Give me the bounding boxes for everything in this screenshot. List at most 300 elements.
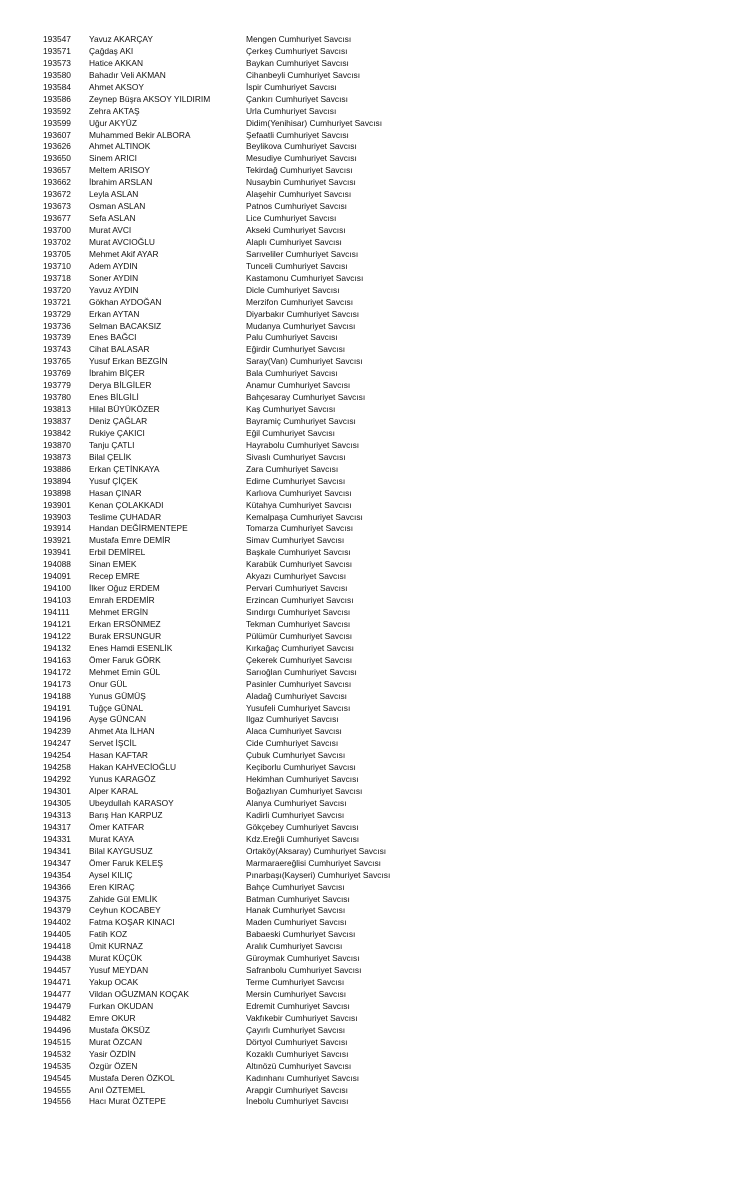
person-name: Furkan OKUDAN bbox=[89, 1000, 154, 1011]
person-name: Mustafa ÖKSÜZ bbox=[89, 1024, 150, 1035]
record-id: 194471 bbox=[43, 977, 71, 988]
list-row bbox=[0, 512, 746, 524]
record-id: 193584 bbox=[43, 81, 71, 92]
appointment-title: Çekerek Cumhuriyet Savcısı bbox=[246, 654, 353, 665]
list-row bbox=[0, 452, 746, 464]
list-row bbox=[0, 297, 746, 309]
appointment-title: Başkale Cumhuriyet Savcısı bbox=[246, 547, 351, 558]
appointment-title: Kaş Cumhuriyet Savcısı bbox=[246, 404, 336, 415]
appointment-title: Cihanbeyli Cumhuriyet Savcısı bbox=[246, 69, 361, 80]
appointment-title: Sarıveliler Cumhuriyet Savcısı bbox=[246, 248, 359, 259]
person-name: Murat ÖZCAN bbox=[89, 1036, 143, 1047]
person-name: Teslime ÇUHADAR bbox=[89, 511, 162, 522]
list-row bbox=[0, 118, 746, 130]
person-name: Ömer KATFAR bbox=[89, 821, 145, 832]
person-name: Ömer Faruk GÖRK bbox=[89, 654, 161, 665]
person-name: Ömer Faruk KELEŞ bbox=[89, 857, 164, 868]
record-id: 194341 bbox=[43, 845, 71, 856]
list-row bbox=[0, 1061, 746, 1073]
person-name: Bilal ÇELİK bbox=[89, 451, 132, 462]
appointment-title: Diyarbakır Cumhuriyet Savcısı bbox=[246, 308, 360, 319]
appointment-title: Kırkağaç Cumhuriyet Savcısı bbox=[246, 642, 354, 653]
record-id: 193673 bbox=[43, 201, 71, 212]
appointment-list bbox=[0, 34, 746, 1108]
person-name: Hilal BÜYÜKÖZER bbox=[89, 404, 160, 415]
appointment-title: Sivaslı Cumhuriyet Savcısı bbox=[246, 451, 346, 462]
record-id: 193650 bbox=[43, 153, 71, 164]
list-row bbox=[0, 977, 746, 989]
list-row bbox=[0, 703, 746, 715]
appointment-title: Cide Cumhuriyet Savcısı bbox=[246, 738, 339, 749]
record-id: 194258 bbox=[43, 762, 71, 773]
appointment-title: Baykan Cumhuriyet Savcısı bbox=[246, 57, 349, 68]
appointment-title: Tomarza Cumhuriyet Savcısı bbox=[246, 523, 354, 534]
list-row bbox=[0, 691, 746, 703]
record-id: 193779 bbox=[43, 380, 71, 391]
list-row bbox=[0, 476, 746, 488]
person-name: Handan DEĞİRMENTEPE bbox=[89, 523, 188, 534]
record-id: 194496 bbox=[43, 1024, 71, 1035]
record-id: 194121 bbox=[43, 618, 71, 629]
list-row bbox=[0, 679, 746, 691]
appointment-title: Sarıoğlan Cumhuriyet Savcısı bbox=[246, 666, 357, 677]
record-id: 194173 bbox=[43, 678, 71, 689]
appointment-title: Boğazlıyan Cumhuriyet Savcısı bbox=[246, 786, 363, 797]
list-row bbox=[0, 738, 746, 750]
appointment-title: Ilgaz Cumhuriyet Savcısı bbox=[246, 714, 339, 725]
person-name: Ayşe GÜNCAN bbox=[89, 714, 147, 725]
person-name: Ubeydullah KARASOY bbox=[89, 798, 174, 808]
record-id: 194556 bbox=[43, 1096, 71, 1107]
appointment-title: Vakfıkebir Cumhuriyet Savcısı bbox=[246, 1012, 358, 1023]
record-id: 194172 bbox=[43, 666, 71, 677]
appointment-title: Mengen Cumhuriyet Savcısı bbox=[246, 34, 352, 44]
appointment-title: Bala Cumhuriyet Savcısı bbox=[246, 368, 338, 379]
appointment-title: Hanak Cumhuriyet Savcısı bbox=[246, 905, 346, 916]
appointment-title: Karlıova Cumhuriyet Savcısı bbox=[246, 487, 352, 498]
appointment-title: Çayırlı Cumhuriyet Savcısı bbox=[246, 1024, 346, 1035]
list-row bbox=[0, 201, 746, 213]
record-id: 193710 bbox=[43, 260, 71, 271]
person-name: Recep EMRE bbox=[89, 571, 140, 582]
record-id: 194305 bbox=[43, 798, 71, 808]
person-name: Tanju ÇATLI bbox=[89, 439, 135, 450]
list-row bbox=[0, 619, 746, 631]
person-name: Eren KIRAÇ bbox=[89, 881, 135, 892]
person-name: Fatih KOZ bbox=[89, 929, 128, 940]
person-name: İbrahim ARSLAN bbox=[89, 177, 153, 188]
list-row bbox=[0, 559, 746, 571]
appointment-title: Patnos Cumhuriyet Savcısı bbox=[246, 201, 348, 212]
record-id: 193677 bbox=[43, 213, 71, 224]
list-row bbox=[0, 929, 746, 941]
record-id: 193573 bbox=[43, 57, 71, 68]
list-row bbox=[0, 774, 746, 786]
person-name: Leyla ASLAN bbox=[89, 189, 139, 200]
record-id: 194366 bbox=[43, 881, 71, 892]
list-row bbox=[0, 894, 746, 906]
list-row bbox=[0, 882, 746, 894]
person-name: Adem AYDIN bbox=[89, 260, 138, 271]
list-row bbox=[0, 798, 746, 810]
appointment-title: Alaşehir Cumhuriyet Savcısı bbox=[246, 189, 352, 200]
record-id: 193729 bbox=[43, 308, 71, 319]
record-id: 194100 bbox=[43, 583, 71, 594]
list-row bbox=[0, 834, 746, 846]
list-row bbox=[0, 141, 746, 153]
list-row bbox=[0, 905, 746, 917]
list-row bbox=[0, 249, 746, 261]
record-id: 193837 bbox=[43, 416, 71, 426]
appointment-title: Akseki Cumhuriyet Savcısı bbox=[246, 225, 346, 235]
list-row bbox=[0, 356, 746, 368]
person-name: Yavuz AYDIN bbox=[89, 284, 139, 295]
record-id: 194239 bbox=[43, 726, 71, 737]
record-id: 194163 bbox=[43, 654, 71, 665]
list-row bbox=[0, 46, 746, 58]
person-name: Ahmet Ata İLHAN bbox=[89, 726, 155, 737]
appointment-title: Kozaklı Cumhuriyet Savcısı bbox=[246, 1048, 349, 1059]
list-row bbox=[0, 404, 746, 416]
appointment-title: Pasinler Cumhuriyet Savcısı bbox=[246, 678, 352, 689]
record-id: 193739 bbox=[43, 332, 71, 343]
record-id: 193743 bbox=[43, 344, 71, 355]
person-name: Ahmet AKSOY bbox=[89, 81, 144, 92]
appointment-title: Dicle Cumhuriyet Savcısı bbox=[246, 284, 340, 295]
appointment-title: Didim(Yenihisar) Cumhuriyet Savcısı bbox=[246, 117, 383, 128]
appointment-title: Babaeski Cumhuriyet Savcısı bbox=[246, 929, 356, 940]
list-row bbox=[0, 34, 746, 46]
list-row bbox=[0, 82, 746, 94]
appointment-title: Eğirdir Cumhuriyet Savcısı bbox=[246, 344, 346, 355]
appointment-title: Çankırı Cumhuriyet Savcısı bbox=[246, 93, 348, 104]
person-name: Vildan OĞUZMAN KOÇAK bbox=[89, 989, 189, 999]
record-id: 194545 bbox=[43, 1072, 71, 1083]
appointment-title: Sındırgı Cumhuriyet Savcısı bbox=[246, 607, 351, 617]
record-id: 193702 bbox=[43, 236, 71, 247]
list-row bbox=[0, 631, 746, 643]
record-id: 193813 bbox=[43, 404, 71, 415]
appointment-title: Beylikova Cumhuriyet Savcısı bbox=[246, 141, 357, 152]
appointment-title: Erzincan Cumhuriyet Savcısı bbox=[246, 595, 354, 606]
person-name: Ceyhun KOCABEY bbox=[89, 905, 161, 916]
list-row bbox=[0, 416, 746, 428]
list-row bbox=[0, 953, 746, 965]
person-name: Selman BACAKSIZ bbox=[89, 320, 162, 331]
record-id: 193607 bbox=[43, 129, 71, 140]
appointment-title: Ortaköy(Aksaray) Cumhuriyet Savcısı bbox=[246, 845, 387, 856]
appointment-title: Mudanya Cumhuriyet Savcısı bbox=[246, 320, 356, 331]
record-id: 193903 bbox=[43, 511, 71, 522]
appointment-title: Alaplı Cumhuriyet Savcısı bbox=[246, 236, 342, 247]
appointment-title: Tekirdağ Cumhuriyet Savcısı bbox=[246, 165, 353, 176]
appointment-title: Çubuk Cumhuriyet Savcısı bbox=[246, 750, 346, 761]
list-row bbox=[0, 368, 746, 380]
record-id: 194457 bbox=[43, 965, 71, 976]
list-row bbox=[0, 965, 746, 977]
appointment-title: Mesudiye Cumhuriyet Savcısı bbox=[246, 153, 357, 164]
person-name: Gökhan AYDOĞAN bbox=[89, 296, 162, 307]
person-name: Hasan ÇINAR bbox=[89, 487, 142, 498]
record-id: 194379 bbox=[43, 905, 71, 916]
record-id: 194347 bbox=[43, 857, 71, 868]
appointment-title: Bayramiç Cumhuriyet Savcısı bbox=[246, 416, 356, 426]
list-row bbox=[0, 1025, 746, 1037]
record-id: 194535 bbox=[43, 1060, 71, 1071]
record-id: 194375 bbox=[43, 893, 71, 904]
appointment-title: Pervari Cumhuriyet Savcısı bbox=[246, 583, 348, 594]
record-id: 193547 bbox=[43, 34, 71, 44]
person-name: Hasan KAFTAR bbox=[89, 750, 148, 761]
list-row bbox=[0, 380, 746, 392]
appointment-title: Maden Cumhuriyet Savcısı bbox=[246, 917, 347, 928]
appointment-title: Kdz.Ereğli Cumhuriyet Savcısı bbox=[246, 833, 360, 844]
list-row bbox=[0, 285, 746, 297]
appointment-title: Yusufeli Cumhuriyet Savcısı bbox=[246, 702, 351, 713]
appointment-title: Kadınhanı Cumhuriyet Savcısı bbox=[246, 1072, 360, 1083]
list-row bbox=[0, 273, 746, 285]
person-name: Erkan ÇETİNKAYA bbox=[89, 463, 160, 474]
person-name: Çağdaş AKI bbox=[89, 45, 134, 56]
list-row bbox=[0, 1085, 746, 1097]
appointment-title: Marmaraereğlisi Cumhuriyet Savcısı bbox=[246, 857, 381, 868]
appointment-title: Kütahya Cumhuriyet Savcısı bbox=[246, 499, 352, 510]
record-id: 194103 bbox=[43, 595, 71, 606]
appointment-title: Bahçe Cumhuriyet Savcısı bbox=[246, 881, 345, 892]
record-id: 193626 bbox=[43, 141, 71, 152]
list-row bbox=[0, 1073, 746, 1085]
record-id: 193705 bbox=[43, 248, 71, 259]
list-row bbox=[0, 1049, 746, 1061]
record-id: 193901 bbox=[43, 499, 71, 510]
list-row bbox=[0, 261, 746, 273]
list-row bbox=[0, 714, 746, 726]
record-id: 193720 bbox=[43, 284, 71, 295]
list-row bbox=[0, 571, 746, 583]
appointment-title: İspir Cumhuriyet Savcısı bbox=[246, 81, 337, 92]
list-row bbox=[0, 165, 746, 177]
person-name: Onur GÜL bbox=[89, 678, 128, 689]
record-id: 193599 bbox=[43, 117, 71, 128]
list-row bbox=[0, 500, 746, 512]
list-row bbox=[0, 344, 746, 356]
record-id: 194132 bbox=[43, 642, 71, 653]
appointment-title: Arapgir Cumhuriyet Savcısı bbox=[246, 1084, 348, 1095]
person-name: Bahadır Veli AKMAN bbox=[89, 69, 166, 80]
person-name: Servet İŞCİL bbox=[89, 738, 137, 749]
person-name: Yunus KARAGÖZ bbox=[89, 774, 156, 785]
person-name: Erkan ERSÖNMEZ bbox=[89, 618, 161, 629]
appointment-title: Kastamonu Cumhuriyet Savcısı bbox=[246, 272, 364, 283]
record-id: 193898 bbox=[43, 487, 71, 498]
record-id: 193672 bbox=[43, 189, 71, 200]
appointment-title: Saray(Van) Cumhuriyet Savcısı bbox=[246, 356, 363, 367]
appointment-title: Tekman Cumhuriyet Savcısı bbox=[246, 618, 351, 629]
list-row bbox=[0, 595, 746, 607]
person-name: Sefa ASLAN bbox=[89, 213, 136, 224]
person-name: Murat AVCIOĞLU bbox=[89, 236, 155, 247]
record-id: 194188 bbox=[43, 690, 71, 701]
record-id: 194405 bbox=[43, 929, 71, 940]
record-id: 193873 bbox=[43, 451, 71, 462]
person-name: Murat AVCI bbox=[89, 225, 132, 235]
appointment-title: Kadirli Cumhuriyet Savcısı bbox=[246, 809, 345, 820]
appointment-title: Anamur Cumhuriyet Savcısı bbox=[246, 380, 351, 391]
list-row bbox=[0, 321, 746, 333]
person-name: Burak ERSUNGUR bbox=[89, 630, 162, 641]
person-name: Mustafa Emre DEMİR bbox=[89, 535, 171, 546]
appointment-title: Alanya Cumhuriyet Savcısı bbox=[246, 798, 347, 808]
record-id: 194317 bbox=[43, 821, 71, 832]
person-name: Yavuz AKARÇAY bbox=[89, 34, 153, 44]
person-name: Kenan ÇOLAKKADI bbox=[89, 499, 164, 510]
person-name: Hacı Murat ÖZTEPE bbox=[89, 1096, 166, 1107]
list-row bbox=[0, 189, 746, 201]
person-name: Yusuf MEYDAN bbox=[89, 965, 149, 976]
list-row bbox=[0, 225, 746, 237]
record-id: 194254 bbox=[43, 750, 71, 761]
person-name: Mustafa Deren ÖZKOL bbox=[89, 1072, 175, 1083]
record-id: 193921 bbox=[43, 535, 71, 546]
list-row bbox=[0, 643, 746, 655]
record-id: 193780 bbox=[43, 392, 71, 403]
record-id: 194515 bbox=[43, 1036, 71, 1047]
list-row bbox=[0, 177, 746, 189]
person-name: Yakup OCAK bbox=[89, 977, 139, 988]
list-row bbox=[0, 810, 746, 822]
person-name: İbrahim BİÇER bbox=[89, 368, 145, 379]
person-name: Hakan KAHVECİOĞLU bbox=[89, 762, 177, 773]
record-id: 193914 bbox=[43, 523, 71, 534]
appointment-title: Güroymak Cumhuriyet Savcısı bbox=[246, 953, 360, 964]
appointment-title: Urla Cumhuriyet Savcısı bbox=[246, 105, 337, 116]
person-name: Rukiye ÇAKICI bbox=[89, 427, 145, 438]
appointment-title: Çerkeş Cumhuriyet Savcısı bbox=[246, 45, 348, 56]
record-id: 194402 bbox=[43, 917, 71, 928]
appointment-title: Tunceli Cumhuriyet Savcısı bbox=[246, 260, 348, 271]
person-name: Mehmet ERGİN bbox=[89, 607, 149, 617]
appointment-title: Palu Cumhuriyet Savcısı bbox=[246, 332, 338, 343]
appointment-title: Aladağ Cumhuriyet Savcısı bbox=[246, 690, 348, 701]
record-id: 194301 bbox=[43, 786, 71, 797]
list-row bbox=[0, 309, 746, 321]
list-row bbox=[0, 846, 746, 858]
record-id: 193870 bbox=[43, 439, 71, 450]
person-name: Yunus GÜMÜŞ bbox=[89, 690, 146, 701]
person-name: Enes Hamdi ESENLİK bbox=[89, 642, 173, 653]
appointment-title: Alaca Cumhuriyet Savcısı bbox=[246, 726, 342, 737]
person-name: Yusuf Erkan BEZGİN bbox=[89, 356, 168, 367]
record-id: 194438 bbox=[43, 953, 71, 964]
record-id: 193736 bbox=[43, 320, 71, 331]
list-row bbox=[0, 750, 746, 762]
person-name: Zeynep Büşra AKSOY YILDIRIM bbox=[89, 93, 211, 104]
record-id: 193721 bbox=[43, 296, 71, 307]
appointment-title: Batman Cumhuriyet Savcısı bbox=[246, 893, 350, 904]
record-id: 194331 bbox=[43, 833, 71, 844]
list-row bbox=[0, 858, 746, 870]
record-id: 194354 bbox=[43, 869, 71, 880]
list-row bbox=[0, 583, 746, 595]
list-row bbox=[0, 726, 746, 738]
list-row bbox=[0, 870, 746, 882]
person-name: Osman ASLAN bbox=[89, 201, 146, 212]
appointment-title: Mersin Cumhuriyet Savcısı bbox=[246, 989, 347, 999]
list-row bbox=[0, 989, 746, 1001]
appointment-title: Pülümür Cumhuriyet Savcısı bbox=[246, 630, 353, 641]
appointment-title: Edirne Cumhuriyet Savcısı bbox=[246, 475, 346, 486]
list-row bbox=[0, 547, 746, 559]
appointment-title: Lice Cumhuriyet Savcısı bbox=[246, 213, 337, 224]
person-name: Özgür ÖZEN bbox=[89, 1060, 138, 1071]
list-row bbox=[0, 440, 746, 452]
person-name: Yasir ÖZDİN bbox=[89, 1048, 136, 1059]
list-row bbox=[0, 428, 746, 440]
list-row bbox=[0, 392, 746, 404]
person-name: Muhammed Bekir ALBORA bbox=[89, 129, 191, 140]
record-id: 193580 bbox=[43, 69, 71, 80]
person-name: Emrah ERDEMİR bbox=[89, 595, 155, 606]
person-name: Tuğçe GÜNAL bbox=[89, 702, 144, 713]
record-id: 193718 bbox=[43, 272, 71, 283]
person-name: Sinem ARICI bbox=[89, 153, 137, 164]
appointment-title: Keçiborlu Cumhuriyet Savcısı bbox=[246, 762, 356, 773]
list-row bbox=[0, 607, 746, 619]
person-name: Zehra AKTAŞ bbox=[89, 105, 140, 116]
record-id: 193586 bbox=[43, 93, 71, 104]
person-name: Ümit KURNAZ bbox=[89, 941, 143, 952]
appointment-title: Altınözü Cumhuriyet Savcısı bbox=[246, 1060, 352, 1071]
person-name: Derya BİLGİLER bbox=[89, 380, 152, 391]
list-row bbox=[0, 153, 746, 165]
appointment-title: Safranbolu Cumhuriyet Savcısı bbox=[246, 965, 362, 976]
person-name: Bilal KAYGUSUZ bbox=[89, 845, 153, 856]
list-row bbox=[0, 106, 746, 118]
person-name: Hatice AKKAN bbox=[89, 57, 143, 68]
appointment-title: Zara Cumhuriyet Savcısı bbox=[246, 463, 339, 474]
person-name: Mehmet Emin GÜL bbox=[89, 666, 161, 677]
list-row bbox=[0, 464, 746, 476]
record-id: 194555 bbox=[43, 1084, 71, 1095]
record-id: 194477 bbox=[43, 989, 71, 999]
record-id: 193842 bbox=[43, 427, 71, 438]
person-name: Erkan AYTAN bbox=[89, 308, 140, 319]
appointment-title: Eğil Cumhuriyet Savcısı bbox=[246, 427, 335, 438]
appointment-title: Pınarbaşı(Kayseri) Cumhuriyet Savcısı bbox=[246, 869, 391, 880]
person-name: Cihat BALASAR bbox=[89, 344, 150, 355]
list-row bbox=[0, 667, 746, 679]
person-name: Enes BAĞCI bbox=[89, 332, 137, 343]
list-row bbox=[0, 762, 746, 774]
appointment-title: Aralık Cumhuriyet Savcısı bbox=[246, 941, 343, 952]
person-name: Sinan EMEK bbox=[89, 559, 137, 570]
record-id: 194247 bbox=[43, 738, 71, 749]
list-row bbox=[0, 941, 746, 953]
record-id: 193571 bbox=[43, 45, 71, 56]
record-id: 194122 bbox=[43, 630, 71, 641]
record-id: 194111 bbox=[43, 607, 70, 617]
person-name: Fatma KOŞAR KINACI bbox=[89, 917, 175, 928]
person-name: Alper KARAL bbox=[89, 786, 139, 797]
person-name: Anıl ÖZTEMEL bbox=[89, 1084, 146, 1095]
appointment-title: Kemalpaşa Cumhuriyet Savcısı bbox=[246, 511, 363, 522]
person-name: Ahmet ALTINOK bbox=[89, 141, 151, 152]
list-row bbox=[0, 1037, 746, 1049]
list-row bbox=[0, 70, 746, 82]
record-id: 194088 bbox=[43, 559, 71, 570]
appointment-title: Dörtyol Cumhuriyet Savcısı bbox=[246, 1036, 348, 1047]
person-name: Aysel KILIÇ bbox=[89, 869, 133, 880]
